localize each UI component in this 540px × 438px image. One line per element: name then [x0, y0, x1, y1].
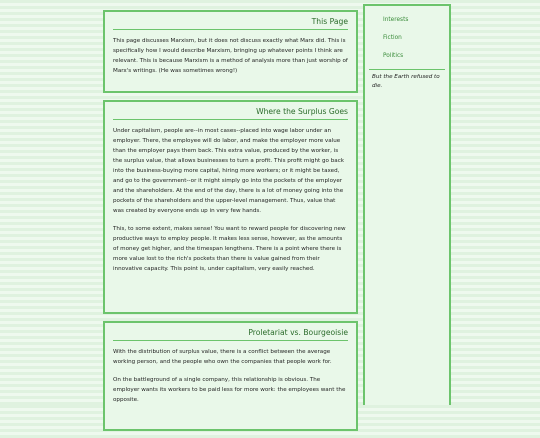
section-paragraph: With the distribution of surplus value, there is a conflict between the average working person, and the people who own the companies that people work for. [113, 349, 332, 365]
section-title: Proletariat vs. Bourgeoisie [113, 323, 348, 341]
section-title: Where the Surplus Goes [113, 102, 348, 120]
sidebar-link-fiction[interactable]: Fiction [383, 35, 402, 41]
section-paragraph: On the battleground of a single company, this relationship is obvious. The employer wants its workers to be paid less for more work: the employees want the opposite. [113, 377, 346, 403]
section-paragraph: This page discusses Marxism, but it does not discuss exactly what Marx did. This is specifically how I would describe Marxism, bringing up whatever points I think are relevant. This is because Marxism is a method of analysis more than just worship of Marx's writings. (He was sometimes wrong!) [113, 38, 348, 74]
sidebar-divider [369, 69, 445, 70]
sidebar-description: But the Earth refused to die. [372, 74, 440, 89]
section-paragraph: Under capitalism, people are--in most cases--placed into wage labor under an employer. There, the employee will do labor, and make the employer more value than the employer pays them back. This extra value, produced by the worker, is the surplus value, that allows businesses to turn a profit. This profit might go back into the business-buying more capital, hiring more workers; or it might be taxed, and go to the government--or it might simply go into the pockets of the employer and the shareholders. At the end of the day, there is a lot of money going into the pockets of the shareholders and the upper-level management. Thus, value that was created by everyone ends up in very few hands. [113, 128, 345, 214]
sidebar [363, 4, 451, 405]
main-content [103, 10, 358, 438]
section-title: This Page [113, 12, 348, 30]
section-proletariat [103, 321, 358, 431]
section-this-page [103, 10, 358, 93]
section-paragraph: This, to some extent, makes sense! You want to reward people for discovering new productive ways to employ people. It makes less sense, however, as the amounts of money get higher, and the timespan lengthens. There is a point where there is more value lost to the rich's pockets than there is value gained from their innovative capacity. This point is, under capitalism, very easily reached. [113, 226, 346, 272]
section-surplus [103, 100, 358, 314]
sidebar-link-politics[interactable]: Politics [383, 53, 404, 59]
sidebar-link-interests[interactable]: Interests [383, 17, 409, 23]
